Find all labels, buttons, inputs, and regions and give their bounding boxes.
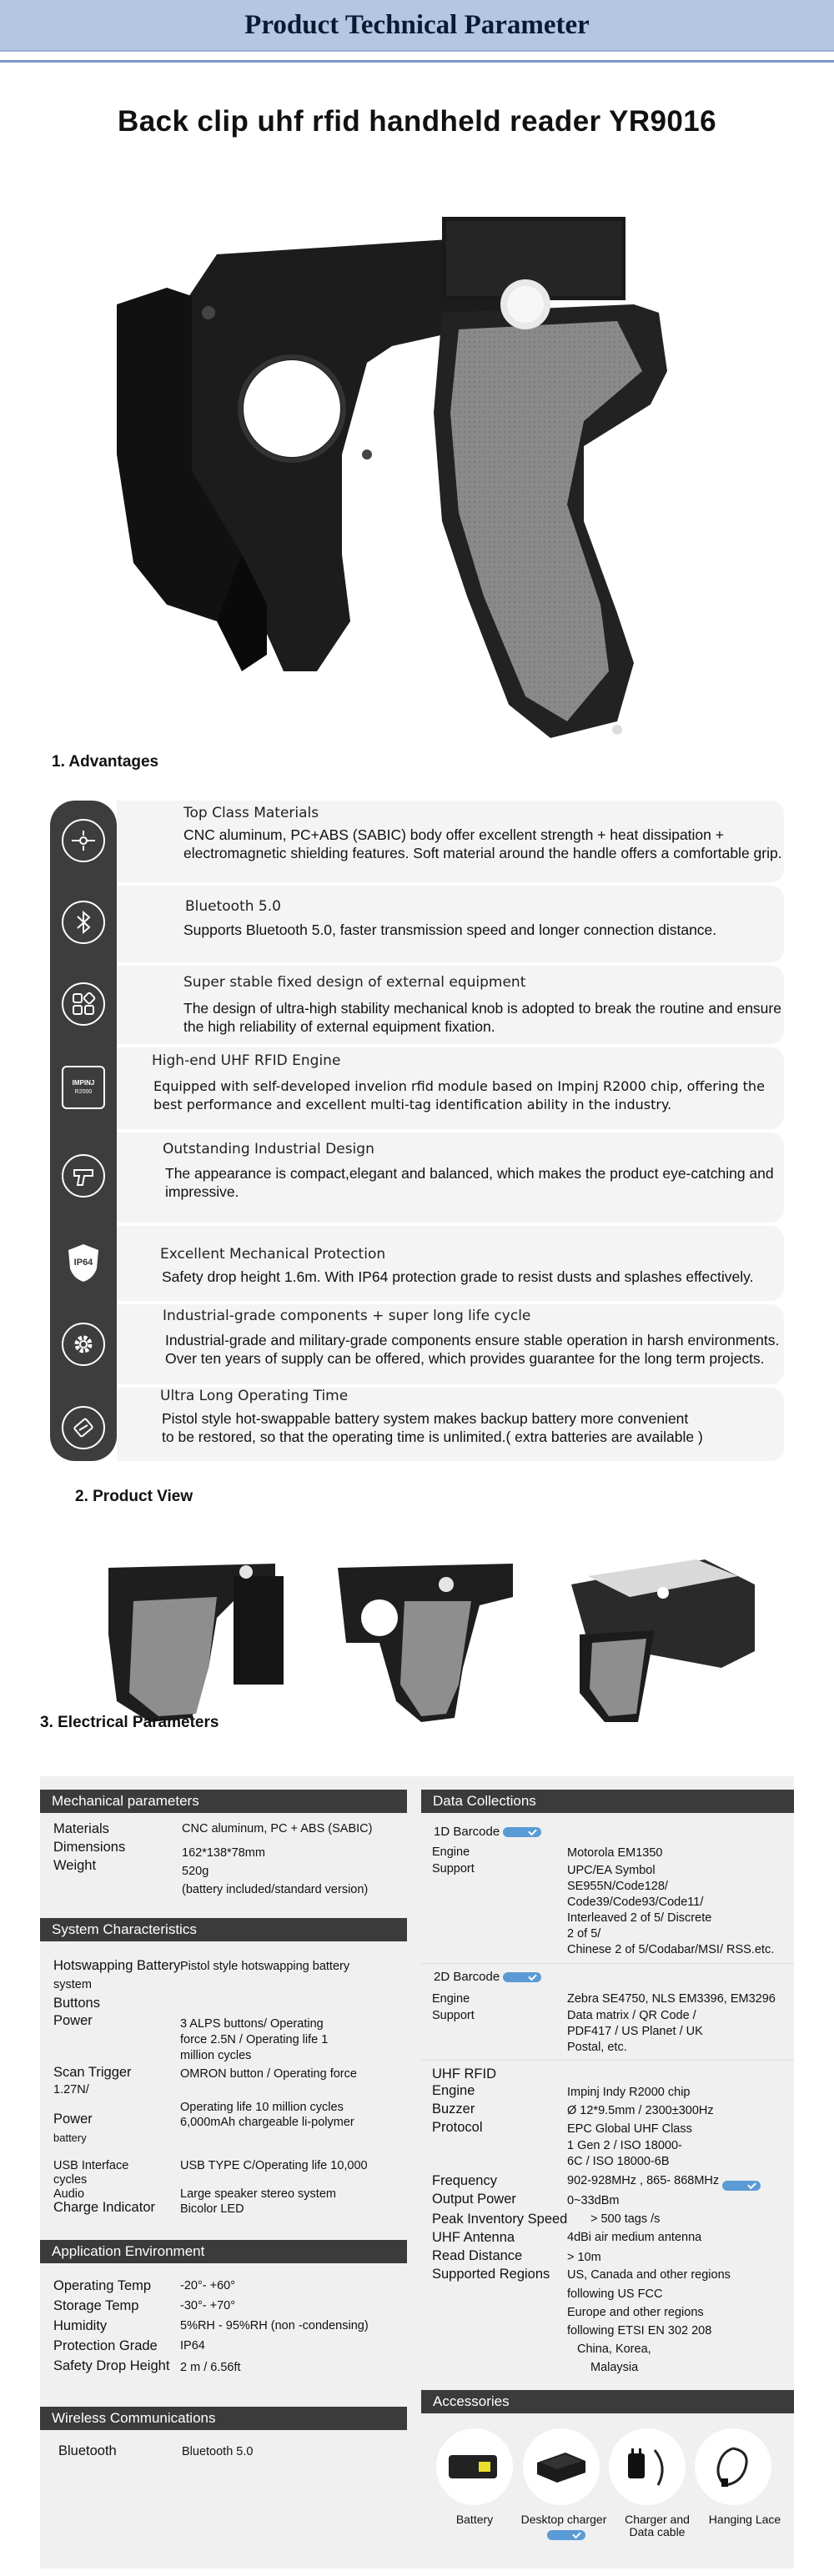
pistol-grip-icon [62, 1154, 105, 1198]
impinj-chip-icon [62, 1066, 105, 1109]
impinj-icon-subtext: R2000 [74, 1089, 93, 1095]
advantage-item [117, 1304, 784, 1384]
electrical-heading: 3. Electrical Parameters [40, 1714, 219, 1731]
bar1d-value: Motorola EM1350 [567, 1846, 663, 1860]
bar1d-label: Engine [432, 1845, 470, 1859]
environment-header: Application Environment [40, 2240, 407, 2263]
accessories-header: Accessories [421, 2390, 794, 2413]
banner-title: Product Technical Parameter [244, 9, 590, 40]
advantage-desc: Equipped with self-developed invelion rfid module based on Impinj R2000 chip, offering the best performance and excellent multi-tag identification ability in the industry. [153, 1078, 765, 1112]
bar2d-value: Postal, etc. [567, 2041, 627, 2054]
sys-value: Large speaker stereo system [180, 2187, 336, 2201]
uhf-label: Peak Inventory Speed [432, 2212, 568, 2227]
mech-value: CNC aluminum, PC + ABS (SABIC) [182, 1822, 373, 1835]
sys-label: USB Interface [53, 2159, 129, 2172]
bar1d-value: Chinese 2 of 5/Codabar/MSI/ RSS.etc. [567, 1943, 775, 1956]
sys-value: 6,000mAh chargeable li-polymer [180, 2116, 354, 2129]
product-view-side [329, 1551, 521, 1726]
wireless-label: Bluetooth [58, 2443, 117, 2458]
advantage-item [73, 1226, 784, 1301]
uhf-value [567, 2173, 761, 2189]
uhf-label: Engine [432, 2083, 475, 2098]
accessory-label: Desktop charger [520, 2513, 607, 2526]
uhf-value: US, Canada and other regions [567, 2268, 731, 2282]
advantage-title: Top Class Materials [183, 805, 319, 821]
advantage-title: Industrial-grade components + super long life cycle [163, 1308, 531, 1324]
uhf-frequency-text: 902-928MHz , 865- 868MHz [567, 2174, 720, 2187]
accessory-label: Data cable [629, 2525, 686, 2538]
bar1d-label: Support [432, 1862, 475, 1876]
advantage-desc: Industrial-grade and military-grade components ensure stable operation in harsh environments. Over ten years of supply can be offered, which provides guarantee for the long term projects. [165, 1332, 780, 1367]
uhf-title: UHF RFID [432, 2066, 496, 2081]
advantage-item [117, 966, 784, 1044]
uhf-value: China, Korea, [577, 2343, 651, 2356]
option-tag [547, 2530, 585, 2540]
advantage-desc: Safety drop height 1.6m. With IP64 protection grade to resist dusts and splashes effectively. [162, 1268, 754, 1285]
advantage-item [72, 1047, 784, 1129]
barcode-2d-title-text: 2D Barcode [434, 1970, 500, 1984]
sys-label: Buttons [53, 1996, 100, 2011]
desktop-charger-accessory [523, 2428, 600, 2505]
sys-label: Power [53, 2013, 93, 2028]
advantage-title: Outstanding Industrial Design [163, 1141, 374, 1157]
sys-value: OMRON button / Operating force [180, 2067, 357, 2081]
wireless-header: Wireless Communications [40, 2407, 407, 2430]
accessory-label: Hanging Lace [708, 2513, 781, 2526]
product-title: Back clip uhf rfid handheld reader YR9016 [118, 105, 716, 138]
uhf-label: Output Power [432, 2192, 516, 2207]
sys-label: Charge Indicator [53, 2200, 155, 2215]
bar1d-value: UPC/EA Symbol [567, 1864, 656, 1877]
sys-value: force 2.5N / Operating life 1 [180, 2033, 329, 2046]
env-value: -20°- +60° [180, 2279, 236, 2292]
bar1d-value: 2 of 5/ [567, 1927, 601, 1941]
sys-label: Hotswapping Battery [53, 1958, 181, 1973]
env-value: 5%RH - 95%RH (non -condensing) [180, 2319, 369, 2332]
page-banner [0, 0, 834, 52]
uhf-value: > 10m [567, 2251, 601, 2264]
advantage-desc: The design of ultra-high stability mechanical knob is adopted to break the routine and ensure the high reliability of external equipment fixation. [183, 1000, 781, 1035]
system-header: System Characteristics [40, 1918, 407, 1941]
advantages-panel [50, 801, 784, 1461]
mech-label: Weight [53, 1858, 97, 1873]
uhf-value: Malaysia [590, 2361, 639, 2374]
bar2d-value: PDF417 / US Planet / UK [567, 2025, 703, 2038]
bar2d-value: Zebra SE4750, NLS EM3396, EM3296 [567, 1992, 776, 2006]
barcode-2d-title [434, 1970, 541, 1984]
sys-label: cycles [53, 2173, 88, 2187]
uhf-value: following US FCC [567, 2287, 663, 2301]
gear-icon [62, 1323, 105, 1366]
advantage-item [117, 1132, 784, 1223]
uhf-value: 6C / ISO 18000-6B [567, 2155, 670, 2168]
sys-value: 3 ALPS buttons/ Operating [180, 2017, 324, 2031]
battery-accessory [436, 2428, 513, 2505]
advantage-desc: Pistol style hot-swappable battery system makes backup battery more convenient to be restored, so that the operating time is unlimited.( extra batteries are available ) [162, 1410, 703, 1445]
advantage-title: Excellent Mechanical Protection [160, 1246, 386, 1263]
uhf-label: Read Distance [432, 2248, 523, 2263]
env-label: Safety Drop Height [53, 2358, 170, 2373]
banner-rule [0, 60, 834, 63]
advantage-item [117, 801, 784, 882]
env-label: Protection Grade [53, 2338, 158, 2353]
divider [421, 2060, 794, 2061]
uhf-value: 0~33dBm [567, 2194, 620, 2207]
hanging-lace-accessory [695, 2428, 771, 2505]
sys-value: Pistol style hotswapping battery [180, 1960, 350, 1973]
advantage-title: Super stable fixed design of external equipment [183, 974, 526, 991]
cnc-machining-icon [62, 819, 105, 862]
bar2d-label: Support [432, 2009, 475, 2022]
bar1d-value: SE955N/Code128/ [567, 1880, 668, 1893]
advantage-title: Ultra Long Operating Time [160, 1388, 349, 1404]
sys-value: Operating life 10 million cycles [180, 2101, 344, 2114]
mech-label: Dimensions [53, 1840, 126, 1855]
barcode-1d-title-text: 1D Barcode [434, 1825, 500, 1839]
bar1d-value: Code39/Code93/Code11/ [567, 1896, 704, 1909]
uhf-label: Supported Regions [432, 2267, 550, 2282]
wireless-value: Bluetooth 5.0 [182, 2445, 254, 2458]
product-hero-image [117, 204, 734, 755]
advantage-desc: The appearance is compact,elegant and balanced, which makes the product eye-catching and impressive. [165, 1165, 774, 1200]
uhf-label: UHF Antenna [432, 2230, 515, 2245]
uhf-value: Europe and other regions [567, 2306, 704, 2319]
advantage-desc: CNC aluminum, PC+ABS (SABIC) body offer excellent strength + heat dissipation + electromagnetic shielding features. Soft material around the handle offers a comfortable grip. [183, 826, 782, 861]
option-tag [503, 1972, 541, 1982]
sys-label: Power [53, 2112, 93, 2127]
uhf-value: following ETSI EN 302 208 [567, 2324, 712, 2337]
uhf-value: > 500 tags /s [590, 2212, 661, 2226]
modules-icon [62, 982, 105, 1026]
sys-value: Bicolor LED [180, 2202, 244, 2216]
sys-value: USB TYPE C/Operating life 10,000 [180, 2159, 368, 2172]
advantage-item [117, 1388, 784, 1461]
sys-label: Audio [53, 2187, 85, 2201]
env-value: 2 m / 6.56ft [180, 2361, 241, 2374]
product-view-front [92, 1551, 292, 1726]
uhf-label: Frequency [432, 2173, 497, 2188]
mech-value: 162*138*78mm [182, 1846, 265, 1860]
sys-label: 1.27N/ [53, 2083, 89, 2096]
divider [421, 1963, 794, 1964]
uhf-value: 1 Gen 2 / ISO 18000- [567, 2139, 682, 2152]
bar2d-label: Engine [432, 1992, 470, 2006]
mech-label: Materials [53, 1821, 109, 1836]
advantage-title: Bluetooth 5.0 [185, 898, 281, 915]
bar2d-value: Data matrix / QR Code / [567, 2009, 696, 2022]
accessory-label: Charger and [625, 2513, 690, 2526]
ip64-icon-text: IP64 [73, 1258, 93, 1268]
sys-label: system [53, 1978, 92, 1991]
option-tag [722, 2181, 761, 2191]
uhf-label: Buzzer [432, 2101, 475, 2117]
uhf-value: Impinj Indy R2000 chip [567, 2086, 691, 2099]
uhf-value: EPC Global UHF Class [567, 2122, 692, 2136]
mech-weight-note: (battery included/standard version) [182, 1883, 369, 1896]
advantage-desc: Supports Bluetooth 5.0, faster transmission speed and longer connection distance. [183, 921, 717, 938]
barcode-1d-title [434, 1825, 541, 1839]
option-tag [503, 1827, 541, 1837]
sys-value: million cycles [180, 2049, 252, 2062]
accessory-label: Battery [455, 2513, 494, 2526]
env-label: Operating Temp [53, 2278, 152, 2293]
battery-icon [62, 1406, 105, 1449]
product-view-heading: 2. Product View [75, 1488, 193, 1505]
env-label: Storage Temp [53, 2298, 139, 2313]
advantages-heading: 1. Advantages [52, 753, 159, 771]
env-value: -30°- +70° [180, 2299, 236, 2312]
mech-value: 520g [182, 1865, 209, 1878]
bluetooth-icon [62, 901, 105, 944]
uhf-value: 4dBi air medium antenna [567, 2231, 702, 2244]
advantage-title: High-end UHF RFID Engine [152, 1052, 341, 1069]
env-value: IP64 [180, 2339, 205, 2353]
bar1d-value: Interleaved 2 of 5/ Discrete [567, 1911, 712, 1925]
sys-label: battery [53, 2132, 87, 2144]
mechanical-header: Mechanical parameters [40, 1790, 407, 1813]
env-label: Humidity [53, 2318, 108, 2333]
uhf-value: Ø 12*9.5mm / 2300±300Hz [567, 2104, 714, 2117]
advantage-item [117, 886, 784, 962]
product-view-mounted [555, 1551, 763, 1726]
uhf-label: Protocol [432, 2120, 483, 2135]
ip64-shield-icon [62, 1241, 105, 1284]
impinj-icon-text: IMPINJ [72, 1079, 95, 1087]
sys-label: Scan Trigger [53, 2065, 132, 2080]
charger-cable-accessory [609, 2428, 686, 2505]
data-collections-header: Data Collections [421, 1790, 794, 1813]
